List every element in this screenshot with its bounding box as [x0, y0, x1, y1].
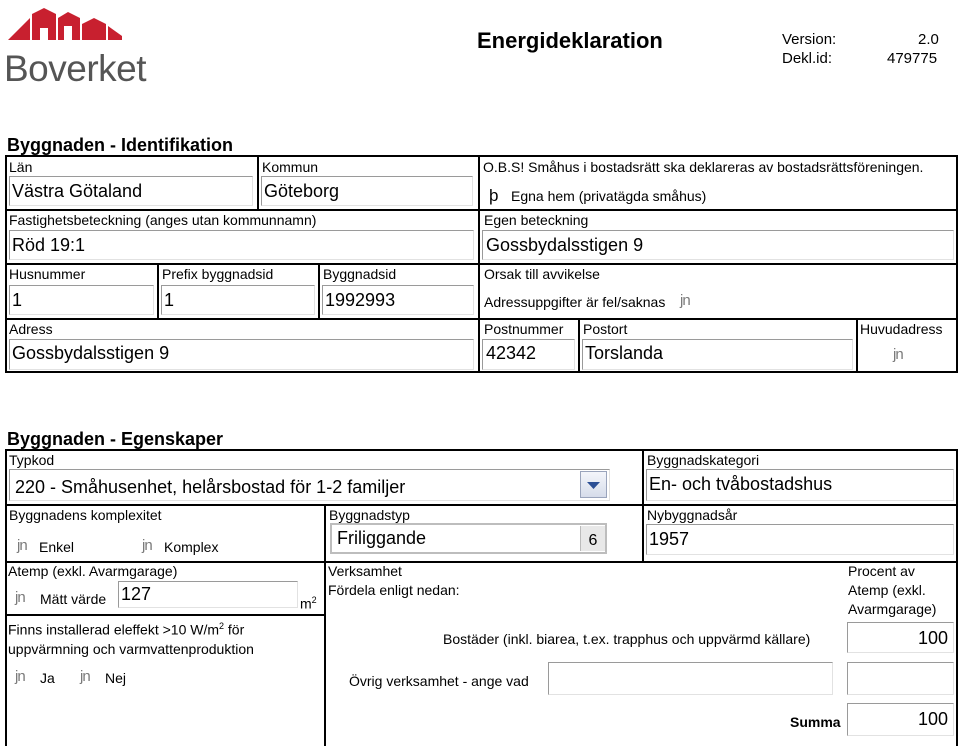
- procent-label-3: Avarmgarage): [848, 601, 937, 617]
- verksamhet-label: Verksamhet: [328, 563, 402, 579]
- identifikation-title: Byggnaden - Identifikation: [7, 135, 234, 155]
- matt-varde-label: Mätt värde: [40, 591, 107, 607]
- byggnadstyp-label: Byggnadstyp: [329, 507, 410, 523]
- fastighet-label: Fastighetsbeteckning (anges utan kommunnamn): [9, 212, 317, 228]
- egen-beteckning-value: Gossbydalsstigen 9: [486, 235, 644, 255]
- prefix-field[interactable]: [161, 285, 315, 315]
- postnummer-label: Postnummer: [484, 321, 564, 337]
- byggnadstyp-value: Friliggande: [337, 528, 427, 548]
- egen-beteckning-label: Egen beteckning: [484, 212, 589, 228]
- huvudadress-radio[interactable]: jn: [893, 346, 903, 363]
- postort-label: Postort: [583, 321, 628, 337]
- ovrig-label: Övrig verksamhet - ange vad: [349, 673, 529, 689]
- area-unit: $m^2$: [300, 595, 317, 612]
- obs-text: O.B.S! Småhus i bostadsrätt ska deklareras av bostadsrättsföreningen.: [483, 159, 924, 175]
- logo-text: Boverket: [4, 48, 147, 89]
- huvudadress-label: Huvudadress: [860, 321, 943, 337]
- kategori-label: Byggnadskategori: [647, 452, 760, 468]
- procent-label-1: Procent av: [848, 563, 915, 579]
- logo-roof-icon: [4, 4, 154, 52]
- husnummer-field[interactable]: [9, 285, 154, 315]
- postort-value: Torslanda: [585, 343, 664, 363]
- prefix-label: Prefix byggnadsid: [162, 266, 274, 282]
- komplexitet-label: Byggnadens komplexitet: [9, 507, 162, 523]
- lan-value: Västra Götaland: [12, 181, 143, 201]
- nybyggnadsar-label: Nybyggnadsår: [647, 507, 738, 523]
- typkod-label: Typkod: [9, 452, 55, 468]
- byggnadstyp-dropdown-arrow[interactable]: 6: [580, 526, 605, 551]
- version-label: Version:: [782, 31, 837, 48]
- nej-label: Nej: [105, 670, 127, 686]
- matt-varde-radio[interactable]: jn: [15, 589, 25, 606]
- ovrig-procent-field[interactable]: [847, 662, 954, 695]
- summa-label: Summa: [790, 714, 841, 730]
- typkod-value: 220 - Småhusenhet, helårsbostad för 1-2 familjer: [15, 477, 406, 497]
- fastighet-value: Röd 19:1: [12, 235, 86, 255]
- ja-radio[interactable]: jn: [15, 668, 25, 685]
- kategori-value: En- och tvåbostadshus: [649, 474, 833, 494]
- komplex-label: Komplex: [164, 539, 219, 555]
- enkel-radio[interactable]: jn: [17, 537, 27, 554]
- adress-label: Adress: [9, 321, 53, 337]
- typkod-dropdown-button[interactable]: [580, 471, 607, 498]
- dekl-id-label: Dekl.id:: [782, 50, 833, 67]
- enkel-label: Enkel: [39, 539, 75, 555]
- boverket-logo: [4, 4, 154, 89]
- nybyggnadsar-field[interactable]: [646, 524, 954, 555]
- komplex-radio[interactable]: jn: [142, 537, 152, 554]
- ja-label: Ja: [40, 670, 55, 686]
- document-title: Energideklaration: [477, 28, 663, 53]
- version-value: 2.0: [918, 31, 939, 48]
- bostader-label: Bostäder (inkl. biarea, t.ex. trapphus och uppvärmd källare): [443, 631, 811, 647]
- adressuppgifter-label: Adressuppgifter är fel/saknas: [484, 294, 666, 310]
- atemp-label: Atemp (exkl. Avarmgarage): [8, 563, 178, 579]
- adress-value: Gossbydalsstigen 9: [12, 343, 170, 363]
- procent-label-2: Atemp (exkl.: [848, 582, 926, 598]
- summa-value: 100: [918, 709, 949, 729]
- husnummer-label: Husnummer: [9, 266, 86, 282]
- adressuppgifter-radio[interactable]: jn: [680, 292, 690, 309]
- husnummer-value: 1: [12, 290, 23, 310]
- egna-hem-checkbox[interactable]: þ: [489, 186, 499, 205]
- eleffekt-label: Finns installerad eleffekt >10 $W/m^2$ för uppvärmning och varmvattenproduktion: [8, 621, 254, 657]
- egenskaper-title: Byggnaden - Egenskaper: [7, 429, 224, 449]
- nybyggnadsar-value: 1957: [649, 529, 690, 549]
- orsak-label: Orsak till avvikelse: [484, 266, 600, 282]
- kommun-value: Göteborg: [264, 181, 340, 201]
- bostader-value: 100: [918, 628, 949, 648]
- byggnadsid-label: Byggnadsid: [323, 266, 397, 282]
- dekl-id-value: 479775: [887, 50, 938, 67]
- ovrig-field[interactable]: [548, 662, 833, 695]
- lan-label: Län: [9, 159, 33, 175]
- prefix-value: 1: [164, 290, 175, 310]
- matt-varde-value: 127: [121, 584, 152, 604]
- postnummer-value: 42342: [486, 343, 537, 363]
- fordela-label: Fördela enligt nedan:: [328, 582, 460, 598]
- chevron-down-icon: [581, 472, 606, 497]
- kommun-label: Kommun: [262, 159, 319, 175]
- egna-hem-label: Egna hem (privatägda småhus): [511, 188, 707, 204]
- nej-radio[interactable]: jn: [80, 668, 90, 685]
- byggnadsid-value: 1992993: [325, 290, 396, 310]
